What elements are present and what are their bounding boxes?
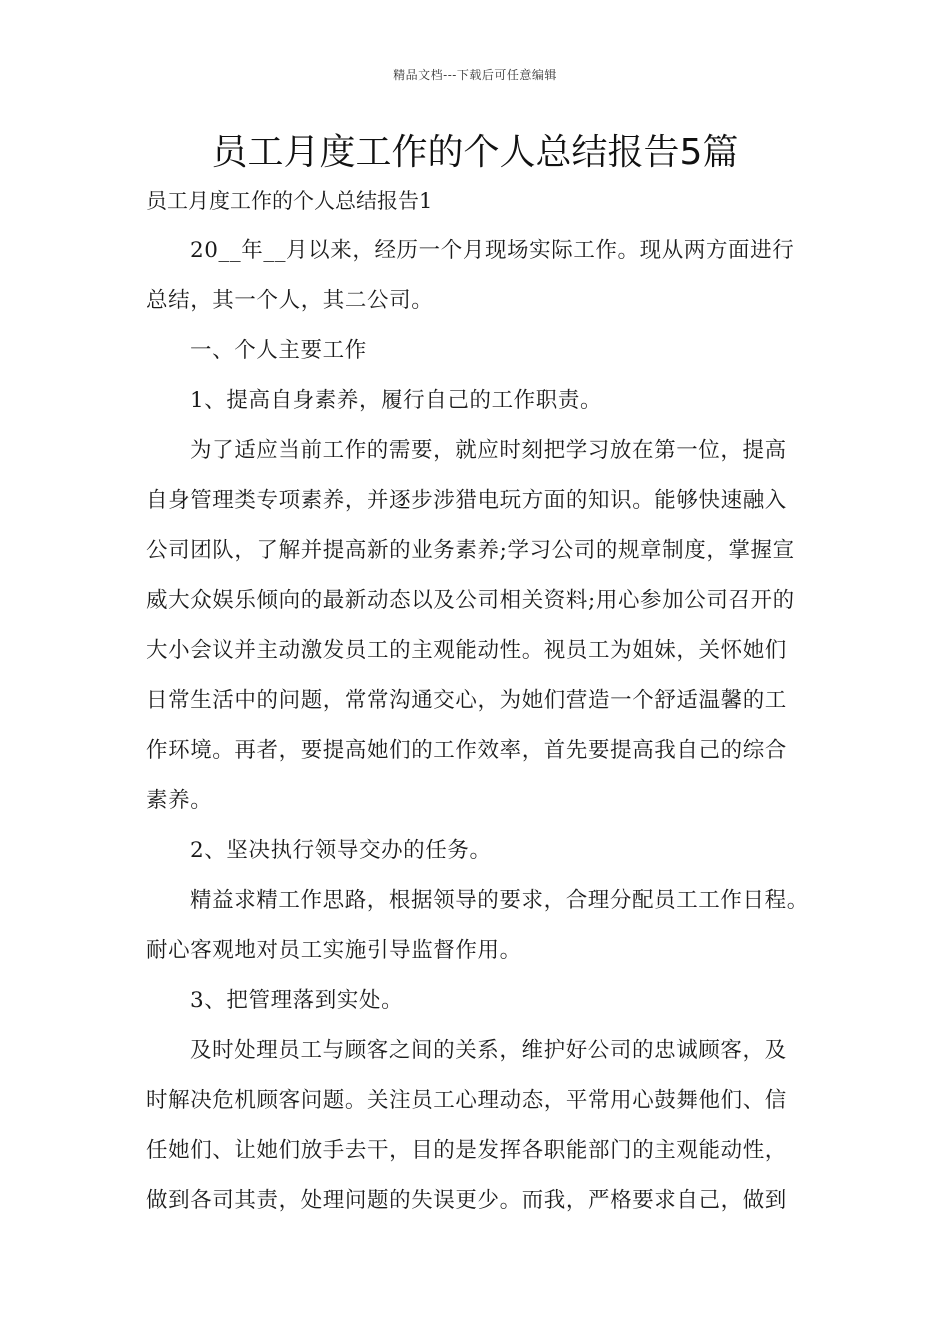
subsection-heading: 2、坚决执行领导交办的任务。	[190, 838, 492, 863]
body-line: 20__年__月以来，经历一个月现场实际工作。现从两方面进行	[190, 238, 795, 263]
document-title: 员工月度工作的个人总结报告5篇	[211, 132, 739, 173]
subsection-heading: 3、把管理落到实处。	[190, 988, 404, 1013]
body-line: 耐心客观地对员工实施引导监督作用。	[146, 938, 522, 963]
header-note: 精品文档---下载后可任意编辑	[393, 68, 557, 82]
body-line: 日常生活中的问题，常常沟通交心，为她们营造一个舒适温馨的工	[146, 688, 787, 713]
body-line: 时解决危机顾客问题。关注员工心理动态，平常用心鼓舞他们、信	[146, 1088, 787, 1113]
body-line: 威大众娱乐倾向的最新动态以及公司相关资料;用心参加公司召开的	[146, 588, 795, 613]
body-line: 总结，其一个人，其二公司。	[146, 288, 434, 313]
document-subtitle: 员工月度工作的个人总结报告1	[146, 189, 433, 213]
section-heading: 一、个人主要工作	[190, 338, 367, 363]
body-line: 及时处理员工与顾客之间的关系，维护好公司的忠诚顾客，及	[190, 1038, 787, 1063]
body-line: 做到各司其责，处理问题的失误更少。而我，严格要求自己，做到	[146, 1188, 787, 1213]
body-line: 作环境。再者，要提高她们的工作效率，首先要提高我自己的综合	[146, 738, 787, 763]
body-line: 精益求精工作思路，根据领导的要求，合理分配员工工作日程。	[190, 888, 809, 913]
document-body	[146, 234, 814, 1234]
body-line: 为了适应当前工作的需要，就应时刻把学习放在第一位，提高	[190, 438, 787, 463]
body-line: 公司团队，了解并提高新的业务素养;学习公司的规章制度，掌握宣	[146, 538, 795, 563]
subsection-heading: 1、提高自身素养，履行自己的工作职责。	[190, 388, 603, 413]
body-line: 任她们、让她们放手去干，目的是发挥各职能部门的主观能动性，	[146, 1138, 787, 1163]
body-line: 素养。	[146, 788, 213, 813]
body-line: 自身管理类专项素养，并逐步涉猎电玩方面的知识。能够快速融入	[146, 488, 787, 513]
body-line: 大小会议并主动激发员工的主观能动性。视员工为姐妹，关怀她们	[146, 638, 787, 663]
